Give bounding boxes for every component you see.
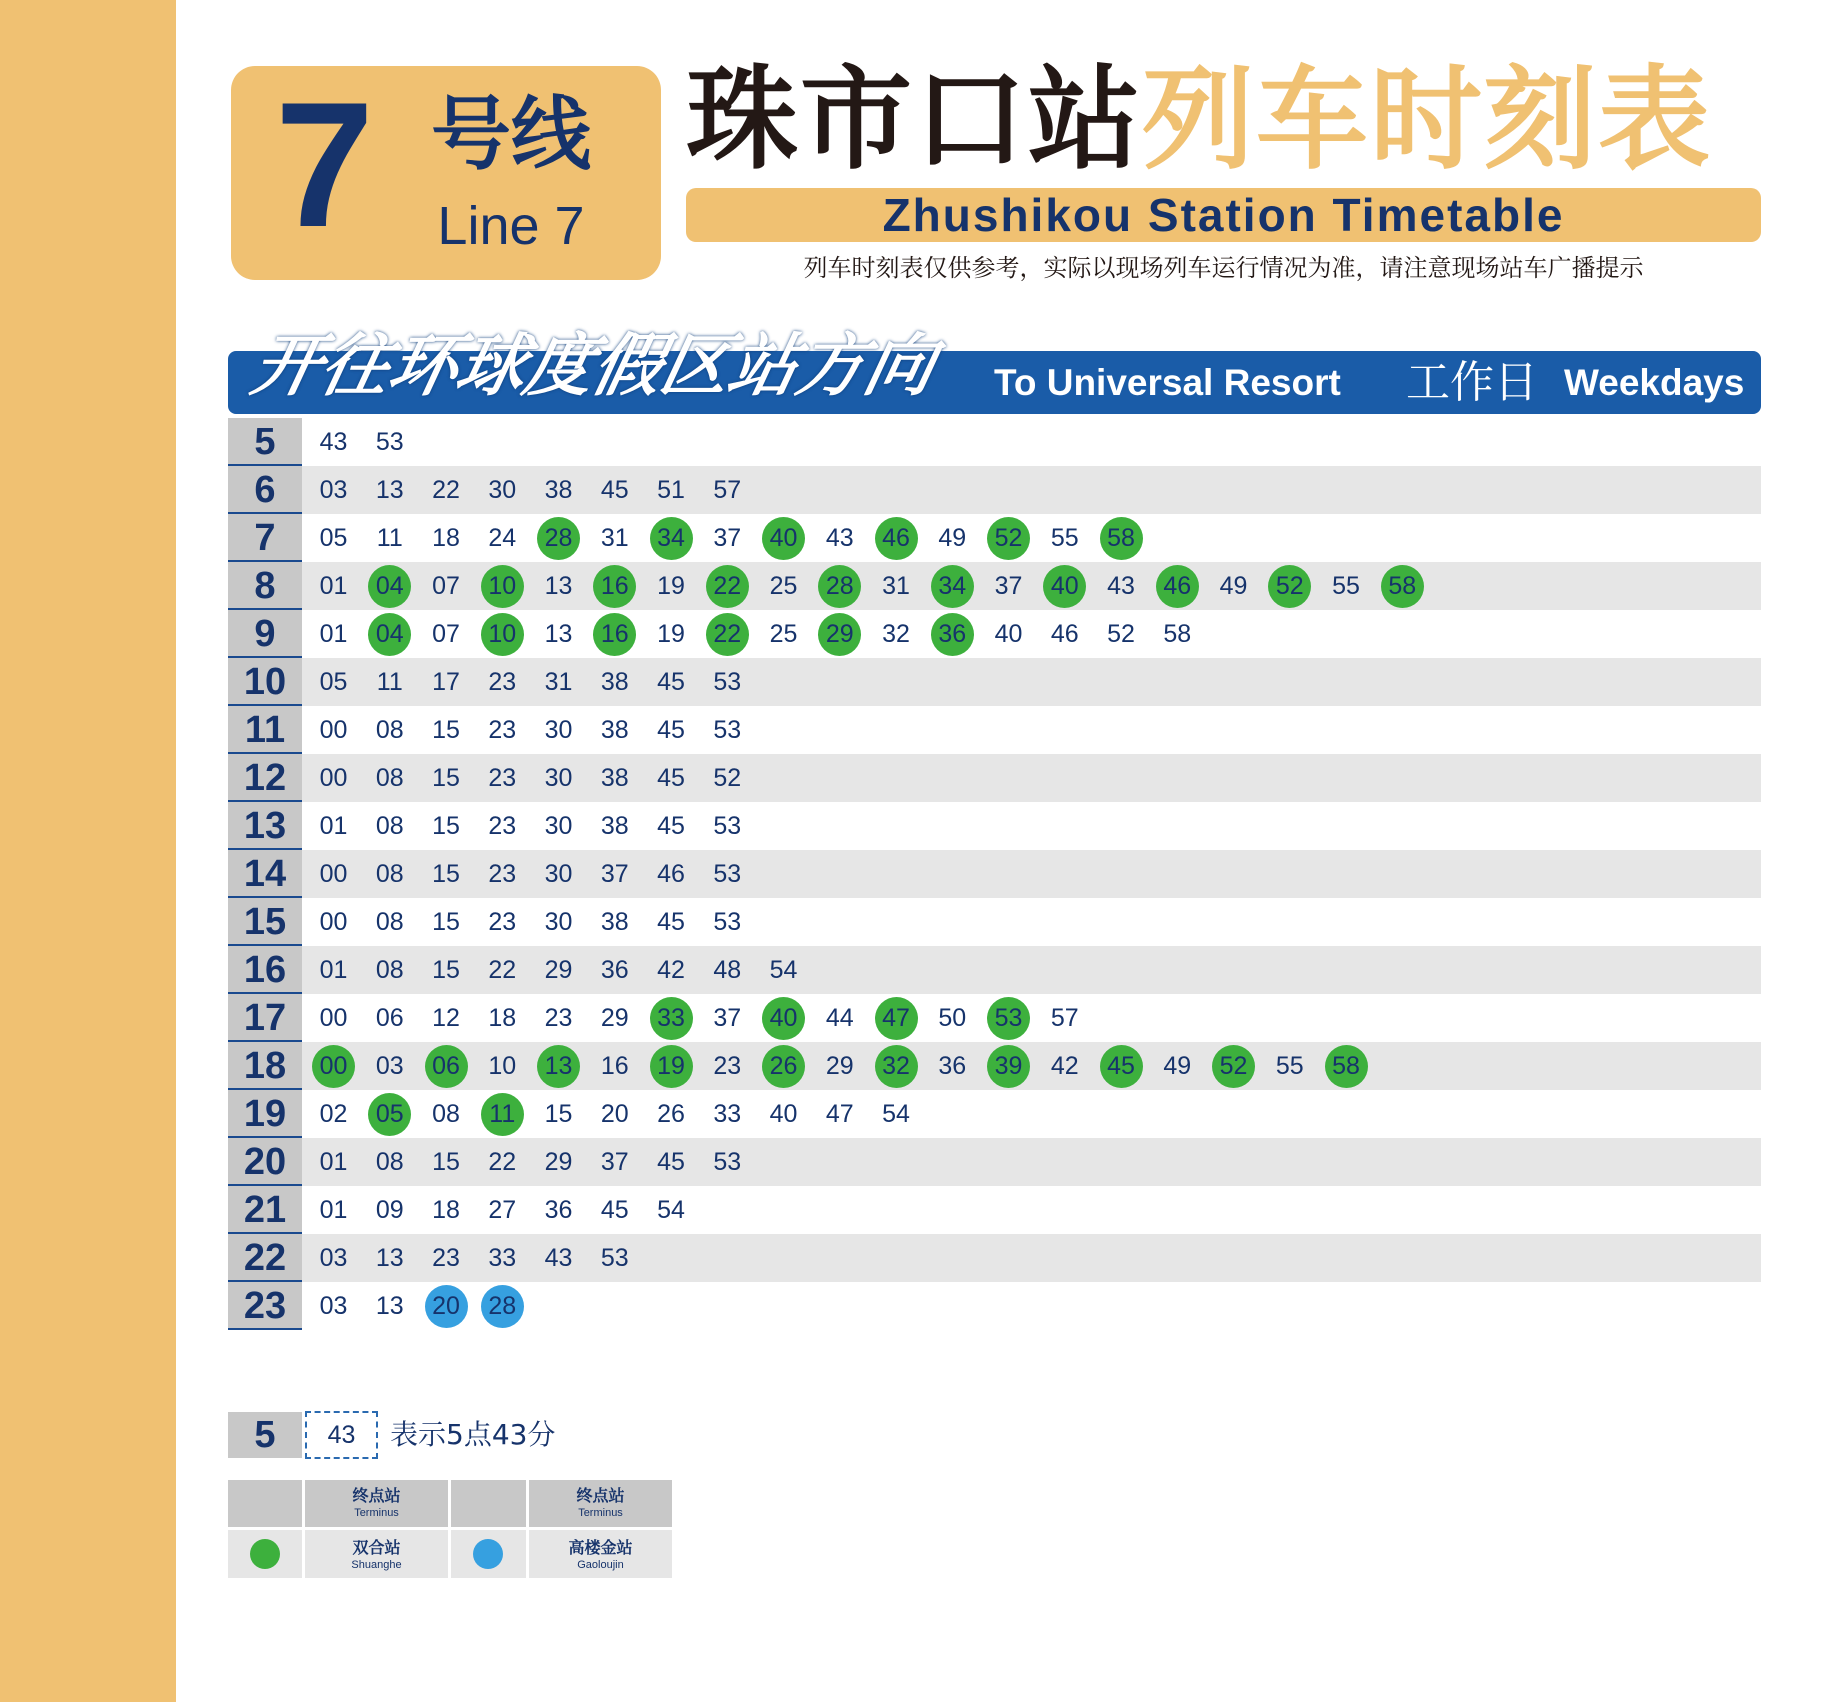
minute-cell-shuanghe: 29 [818,613,861,656]
minute-cell: 13 [375,1292,404,1320]
minute-cell-shuanghe: 58 [1100,517,1143,560]
line-name-cn: 号线 [431,88,591,181]
minute-cell: 43 [1107,572,1135,600]
minute-cell: 27 [488,1196,517,1224]
minute-cell: 20 [600,1100,629,1128]
timetable-row [228,418,1761,466]
minute-cell: 15 [544,1100,573,1128]
minute-cell: 01 [319,1148,348,1176]
daytype-en: Weekdays [1564,362,1745,403]
minute-cell-shuanghe: 45 [1100,1045,1143,1088]
minute-cell: 13 [544,620,573,648]
minute-cell: 53 [713,1148,742,1176]
minute-cell: 16 [600,1052,629,1080]
minute-cell: 29 [544,956,573,984]
minute-cell-shuanghe: 46 [875,517,918,560]
hour-label: 11 [228,706,302,754]
minute-cell: 43 [319,428,348,456]
minute-cell: 22 [488,1148,517,1176]
minute-cell-shuanghe: 46 [1156,565,1199,608]
minute-cell: 53 [713,908,742,936]
minute-cell: 40 [769,1100,798,1128]
title-station-name: 珠市口站 [686,55,1142,185]
minute-cell-shuanghe: 34 [650,517,693,560]
minute-cell: 08 [375,764,404,792]
minute-cell: 38 [600,716,629,744]
legend-green-swatch-cell [228,1530,302,1578]
minute-cell: 11 [376,668,403,696]
minute-cell-gaoloujin: 28 [481,1285,524,1328]
minute-cell: 08 [375,860,404,888]
minute-cell: 38 [544,476,573,504]
minute-cell: 37 [600,1148,629,1176]
timetable-row [228,1042,1761,1090]
minute-cell: 42 [657,956,685,984]
legend-blue-terminus-cell [529,1530,672,1578]
example-hour: 5 [228,1412,302,1458]
minute-cell: 38 [600,908,629,936]
minute-cell: 17 [432,668,460,696]
minute-cell: 33 [713,1100,742,1128]
direction-title-en: To Universal Resort [994,362,1341,403]
minute-cell: 37 [600,860,629,888]
line-number: 7 [275,65,374,264]
minute-cell: 23 [432,1244,460,1272]
minute-cell: 55 [1332,572,1360,600]
minute-cell: 45 [657,1148,685,1176]
hour-label: 23 [228,1282,302,1330]
minute-cell: 43 [544,1244,573,1272]
minute-cell: 53 [713,812,742,840]
minute-cell: 15 [432,860,460,888]
page-title [686,55,1712,185]
minute-cell: 54 [882,1100,910,1128]
timetable-row [228,754,1761,802]
hour-label: 13 [228,802,302,850]
minute-cell: 45 [657,812,685,840]
minute-cell: 01 [319,956,348,984]
minute-cell: 53 [375,428,404,456]
minute-cell-shuanghe: 10 [481,613,524,656]
hour-label: 19 [228,1090,302,1138]
minute-cell: 36 [938,1052,967,1080]
timetable-row [228,1138,1761,1186]
minute-cell-gaoloujin: 20 [425,1285,468,1328]
minute-cell-shuanghe: 22 [706,613,749,656]
minute-cell: 00 [319,1004,348,1032]
minute-cell: 46 [1050,620,1079,648]
minute-cell: 03 [319,1292,348,1320]
minute-cell: 38 [600,764,629,792]
minute-cell: 13 [375,1244,404,1272]
timetable-row [228,610,1761,658]
minute-cell: 51 [657,476,685,504]
hour-label: 17 [228,994,302,1042]
minute-cell: 01 [319,572,348,600]
legend-header-en: Terminus [354,1507,399,1519]
minute-cell: 53 [600,1244,629,1272]
blue-terminus-en: Gaoloujin [577,1559,624,1571]
example-explanation: 表示5点43分 [390,1418,556,1451]
minute-cell: 03 [319,476,348,504]
minute-cell: 01 [319,620,348,648]
minute-cell: 30 [544,764,573,792]
minute-cell: 52 [1107,620,1135,648]
minute-cell: 31 [882,572,910,600]
minute-cell: 22 [488,956,517,984]
minute-cell-shuanghe: 52 [1212,1045,1255,1088]
minute-cell: 09 [375,1196,404,1224]
minute-cell-shuanghe: 28 [818,565,861,608]
hour-label: 14 [228,850,302,898]
minute-cell: 15 [432,716,460,744]
timetable-row [228,1282,1761,1330]
minute-cell: 52 [713,764,742,792]
minute-cell-shuanghe: 04 [368,565,411,608]
minute-cell: 23 [713,1052,742,1080]
timetable-row [228,1090,1761,1138]
minute-cell-shuanghe: 00 [312,1045,355,1088]
minute-cell: 30 [544,908,573,936]
minute-cell: 29 [600,1004,629,1032]
minute-cell: 44 [825,1004,854,1032]
minute-cell-shuanghe: 39 [987,1045,1030,1088]
green-dot-marker [250,1539,280,1569]
minute-cell: 46 [657,860,685,888]
minute-cell-shuanghe: 40 [1043,565,1086,608]
minute-cell: 54 [657,1196,685,1224]
minute-cell: 13 [375,476,404,504]
minute-cell-shuanghe: 16 [593,565,636,608]
minute-cell: 55 [1050,524,1079,552]
minute-cell: 01 [319,812,348,840]
minute-cell: 23 [488,764,517,792]
minute-cell: 37 [713,1004,742,1032]
minute-cell-shuanghe: 32 [875,1045,918,1088]
minute-cell: 15 [432,908,460,936]
timetable-row [228,706,1761,754]
timetable-row [228,658,1761,706]
minute-cell: 18 [488,1004,517,1032]
timetable [228,418,1761,1330]
hour-label: 8 [228,562,302,610]
minute-cell: 15 [432,956,460,984]
legend-header-cn: 终点站 [352,1486,401,1505]
minute-cell: 22 [432,476,460,504]
example-minute: 43 [305,1411,378,1459]
minute-cell-shuanghe: 11 [481,1093,524,1136]
minute-cell: 55 [1275,1052,1304,1080]
legend-header-swatch-cell [451,1480,526,1527]
minute-cell: 19 [657,572,685,600]
minute-cell-shuanghe: 16 [593,613,636,656]
minute-cell-shuanghe: 05 [368,1093,411,1136]
minute-cell: 29 [825,1052,854,1080]
legend-header-cell [529,1480,672,1527]
minute-cell: 45 [657,716,685,744]
minute-cell: 48 [713,956,742,984]
green-terminus-cn: 双合站 [352,1538,401,1557]
hour-label: 22 [228,1234,302,1282]
minute-cell: 31 [600,524,629,552]
legend-header-cn: 终点站 [576,1486,625,1505]
minute-cell-shuanghe: 36 [931,613,974,656]
minute-cell: 54 [769,956,798,984]
hour-label: 16 [228,946,302,994]
minute-cell: 05 [319,668,348,696]
minute-cell-shuanghe: 40 [762,997,805,1040]
minute-cell: 57 [713,476,742,504]
minute-cell: 45 [657,764,685,792]
minute-cell-shuanghe: 04 [368,613,411,656]
timetable-row [228,898,1761,946]
minute-cell: 23 [488,908,517,936]
minute-cell: 12 [432,1004,460,1032]
minute-cell: 03 [319,1244,348,1272]
minute-cell: 45 [600,1196,629,1224]
line-name-en: Line 7 [437,196,585,256]
hour-label: 7 [228,514,302,562]
minute-cell-shuanghe: 26 [762,1045,805,1088]
minute-cell: 40 [994,620,1023,648]
minute-cell: 23 [488,716,517,744]
minute-cell-shuanghe: 22 [706,565,749,608]
minute-cell: 23 [488,860,517,888]
hour-label: 21 [228,1186,302,1234]
legend-header-en: Terminus [578,1507,623,1519]
minute-cell: 00 [319,908,348,936]
title-timetable-word: 列车时刻表 [1142,55,1712,185]
minute-cell: 15 [432,812,460,840]
hour-label: 5 [228,418,302,466]
hour-label: 9 [228,610,302,658]
minute-cell: 08 [375,716,404,744]
minute-cell: 29 [544,1148,573,1176]
timetable-row [228,562,1761,610]
green-terminus-en: Shuanghe [351,1559,402,1571]
minute-cell-shuanghe: 53 [987,997,1030,1040]
minute-cell-shuanghe: 06 [425,1045,468,1088]
minute-cell: 50 [938,1004,967,1032]
hour-label: 15 [228,898,302,946]
minute-cell: 18 [432,524,460,552]
minute-cell-shuanghe: 19 [650,1045,693,1088]
minute-cell: 00 [319,716,348,744]
minute-cell: 25 [769,572,798,600]
minute-cell: 43 [825,524,854,552]
minute-cell: 00 [319,860,348,888]
minute-cell-shuanghe: 47 [875,997,918,1040]
minute-cell: 45 [657,668,685,696]
minute-cell: 49 [938,524,967,552]
minute-cell-shuanghe: 33 [650,997,693,1040]
minute-cell: 23 [488,812,517,840]
minute-cell: 02 [319,1100,348,1128]
minute-cell: 08 [375,908,404,936]
timetable-row [228,466,1761,514]
minute-cell-shuanghe: 52 [1268,565,1311,608]
minute-cell: 30 [488,476,517,504]
minute-cell: 08 [375,1148,404,1176]
minute-cell: 26 [657,1100,685,1128]
timetable-row [228,802,1761,850]
minute-cell: 00 [319,764,348,792]
minute-cell-shuanghe: 52 [987,517,1030,560]
minute-cell: 15 [432,764,460,792]
minute-cell: 32 [882,620,910,648]
minute-cell: 25 [769,620,798,648]
minute-cell: 05 [319,524,348,552]
line-badge [231,66,661,280]
minute-cell: 30 [544,812,573,840]
timetable-row [228,1234,1761,1282]
minute-cell: 06 [375,1004,404,1032]
minute-cell: 42 [1050,1052,1079,1080]
minute-cell-shuanghe: 10 [481,565,524,608]
legend-green-terminus-cell [305,1530,448,1578]
title-english-bar: Zhushikou Station Timetable [686,188,1761,242]
minute-cell: 57 [1050,1004,1079,1032]
legend-header-swatch-cell [228,1480,302,1527]
minute-cell: 36 [544,1196,573,1224]
direction-title-cn: 开往环球度假区站方向 [245,327,943,406]
timetable-row [228,1186,1761,1234]
minute-cell: 33 [488,1244,517,1272]
minute-cell: 07 [432,572,460,600]
minute-cell-shuanghe: 40 [762,517,805,560]
daytype-cn: 工作日 [1406,357,1538,408]
timetable-row [228,994,1761,1042]
minute-cell: 37 [713,524,742,552]
timetable-row [228,850,1761,898]
minute-cell: 53 [713,860,742,888]
minute-cell: 10 [488,1052,517,1080]
minute-cell: 45 [600,476,629,504]
minute-cell-shuanghe: 58 [1381,565,1424,608]
minute-cell: 31 [544,668,573,696]
minute-cell: 53 [713,716,742,744]
hour-label: 6 [228,466,302,514]
minute-cell: 23 [488,668,517,696]
minute-cell: 47 [825,1100,854,1128]
minute-cell: 08 [375,812,404,840]
blue-dot-marker [473,1539,503,1569]
timetable-row [228,514,1761,562]
minute-cell: 01 [319,1196,348,1224]
minute-cell: 37 [994,572,1023,600]
notice-text: 列车时刻表仅供参考，实际以现场列车运行情况为准，请注意现场站车广播提示 [803,254,1644,282]
minute-cell: 36 [600,956,629,984]
minute-cell-shuanghe: 13 [537,1045,580,1088]
legend-header-cell [305,1480,448,1527]
minute-cell: 15 [432,1148,460,1176]
minute-cell: 11 [376,524,403,552]
legend-blue-swatch-cell [451,1530,526,1578]
minute-cell: 53 [713,668,742,696]
minute-cell: 58 [1163,620,1192,648]
blue-terminus-cn: 高楼金站 [568,1538,633,1557]
timetable-row [228,946,1761,994]
minute-cell: 30 [544,860,573,888]
minute-cell: 23 [544,1004,573,1032]
minute-cell: 03 [375,1052,404,1080]
minute-cell: 18 [432,1196,460,1224]
minute-cell: 19 [657,620,685,648]
hour-label: 12 [228,754,302,802]
minute-cell: 49 [1219,572,1248,600]
minute-cell: 45 [657,908,685,936]
minute-cell: 38 [600,668,629,696]
minute-cell-shuanghe: 58 [1325,1045,1368,1088]
minute-cell: 08 [432,1100,460,1128]
minute-cell: 08 [375,956,404,984]
minute-cell: 30 [544,716,573,744]
minute-cell: 24 [488,524,517,552]
minute-cell: 38 [600,812,629,840]
minute-cell: 13 [544,572,573,600]
minute-cell: 07 [432,620,460,648]
hour-label: 20 [228,1138,302,1186]
minute-cell-shuanghe: 28 [537,517,580,560]
minute-cell: 49 [1163,1052,1192,1080]
hour-label: 18 [228,1042,302,1090]
side-stripe [0,0,176,1702]
hour-label: 10 [228,658,302,706]
minute-cell-shuanghe: 34 [931,565,974,608]
